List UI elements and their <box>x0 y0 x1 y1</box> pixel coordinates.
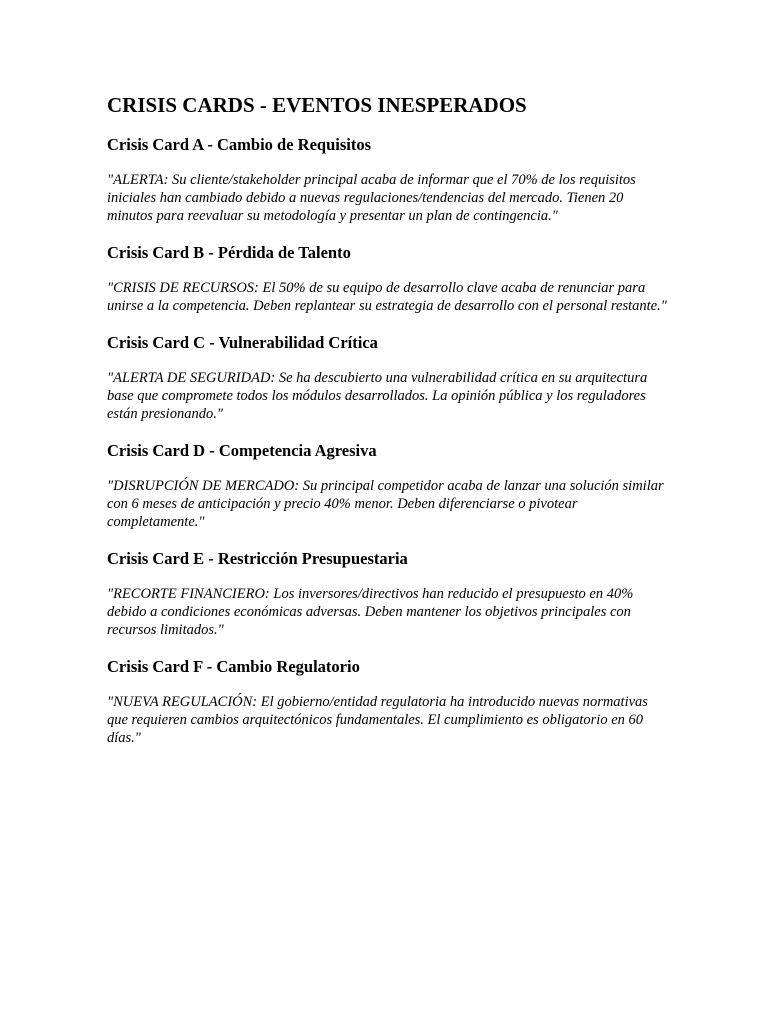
card-title: Crisis Card D - Competencia Agresiva <box>107 441 377 460</box>
document-page <box>107 92 667 765</box>
crisis-card-c <box>107 333 667 423</box>
crisis-card-f <box>107 657 667 747</box>
crisis-card-e <box>107 549 667 639</box>
card-body: "DISRUPCIÓN DE MERCADO: Su principal competidor acaba de lanzar una solución similar con 6 meses de anticipación y precio 40% menor. Deben diferenciarse o pivotear completamente." <box>107 478 664 530</box>
card-body: "ALERTA DE SEGURIDAD: Se ha descubierto una vulnerabilidad crítica en su arquitectura base que compromete todos los módulos desarrollados. La opinión pública y los reguladores están presionando." <box>107 370 648 422</box>
card-body: "NUEVA REGULACIÓN: El gobierno/entidad regulatoria ha introducido nuevas normativas que requieren cambios arquitectónicos fundamentales. El cumplimiento es obligatorio en 60 días." <box>107 694 648 746</box>
card-body: "ALERTA: Su cliente/stakeholder principal acaba de informar que el 70% de los requisitos iniciales han cambiado debido a nuevas regulaciones/tendencias del mercado. Tienen 20 minutos para reevaluar su metodología y presentar un plan de contingencia." <box>107 172 636 224</box>
card-body: "RECORTE FINANCIERO: Los inversores/directivos han reducido el presupuesto en 40% debido a condiciones económicas adversas. Deben mantener los objetivos principales con recursos limitados." <box>107 586 634 638</box>
crisis-card-b <box>107 243 667 315</box>
card-title: Crisis Card E - Restricción Presupuestaria <box>107 549 408 568</box>
card-title: Crisis Card C - Vulnerabilidad Crítica <box>107 333 378 352</box>
crisis-card-d <box>107 441 667 531</box>
document-title: CRISIS CARDS - EVENTOS INESPERADOS <box>107 93 527 117</box>
card-title: Crisis Card B - Pérdida de Talento <box>107 243 351 262</box>
card-title: Crisis Card F - Cambio Regulatorio <box>107 657 360 676</box>
card-body: "CRISIS DE RECURSOS: El 50% de su equipo de desarrollo clave acaba de renunciar para unirse a la competencia. Deben replantear su estrategia de desarrollo con el personal restante." <box>107 280 667 314</box>
card-title: Crisis Card A - Cambio de Requisitos <box>107 135 372 154</box>
crisis-card-a <box>107 135 667 225</box>
